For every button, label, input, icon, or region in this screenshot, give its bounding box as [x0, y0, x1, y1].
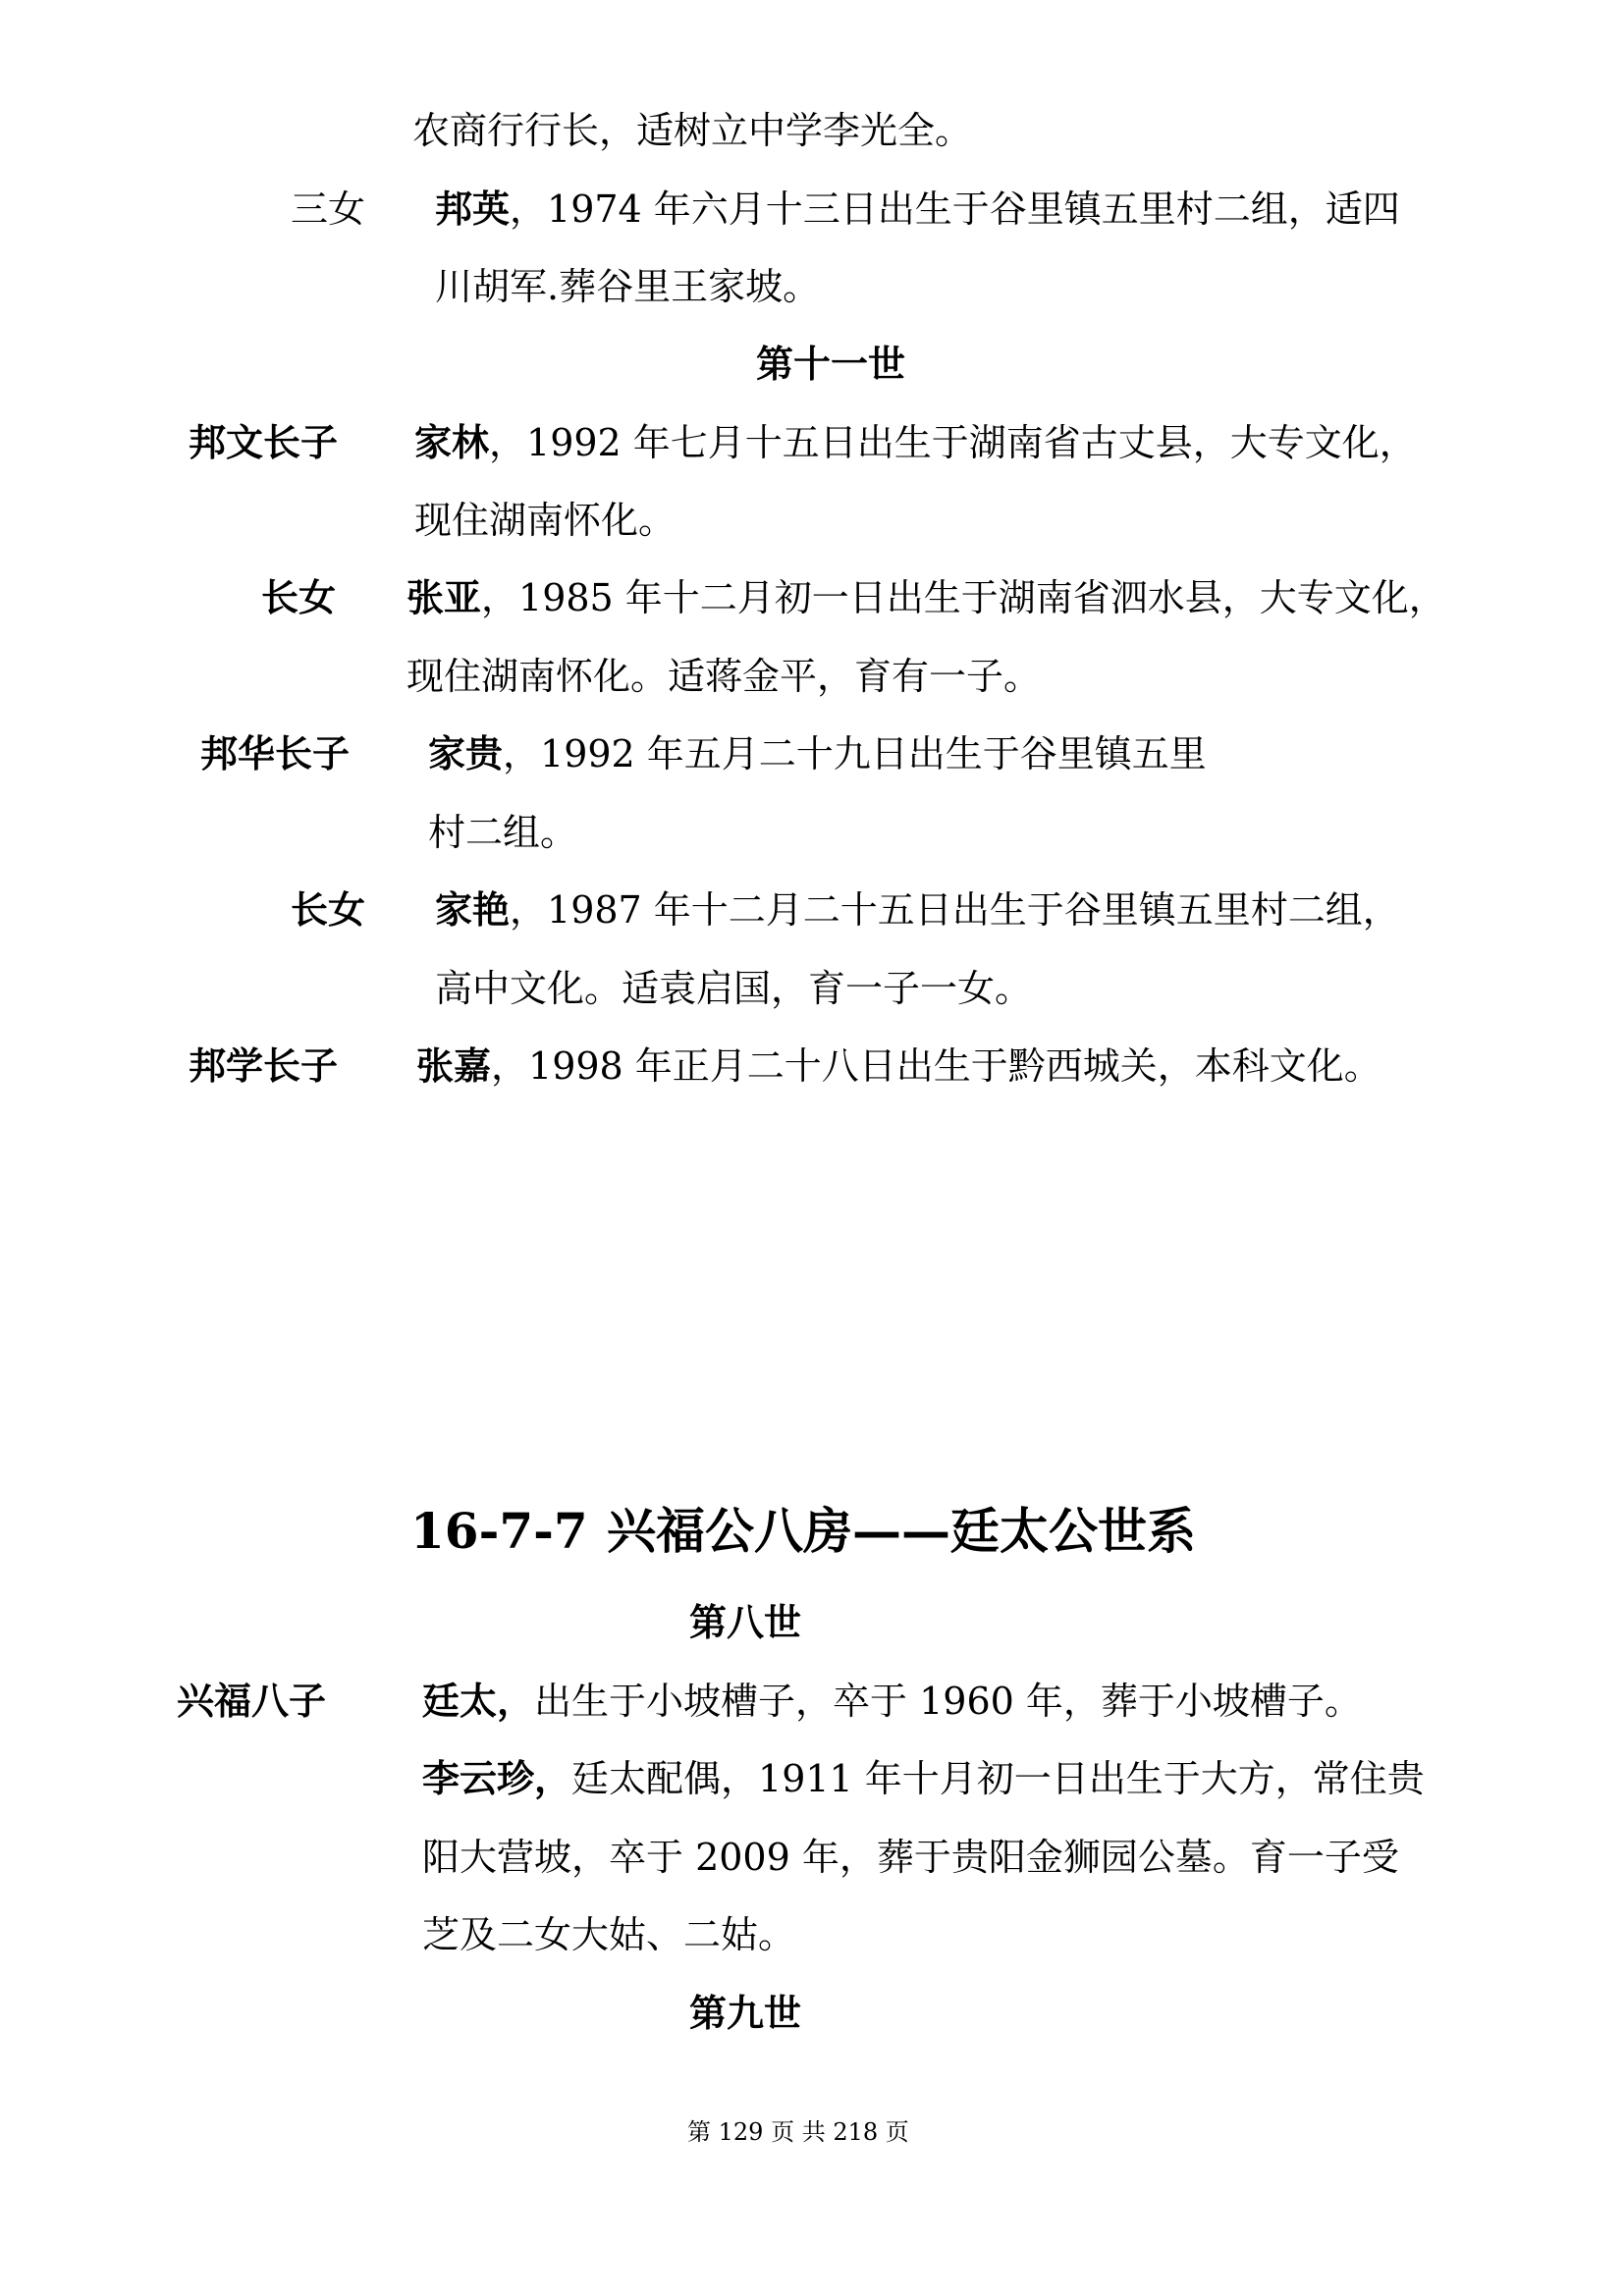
entry-name: 家艳	[435, 887, 511, 932]
entry-details: ，1974 年六月十三日出生于谷里镇五里村二组，适四	[510, 187, 1400, 231]
entry-label-sannv: 三女	[291, 187, 366, 231]
entry-label: 邦文长子	[189, 420, 339, 464]
entry-text	[435, 886, 1400, 934]
entry-label: 兴福八子	[177, 1679, 327, 1723]
entry-label: 长女	[261, 575, 337, 619]
entry-name: 张嘉	[416, 1043, 492, 1088]
entry-name: 邦英	[435, 187, 511, 231]
entry-text-line2: 村二组。	[428, 811, 578, 854]
generation-heading-8: 第八世	[689, 1600, 802, 1644]
entry-details: ，1992 年五月二十九日出生于谷里镇五里	[503, 732, 1207, 775]
entry-text	[416, 1042, 1381, 1090]
generation-heading-9: 第九世	[689, 1991, 802, 2035]
entry-details: ，1985 年十二月初一日出生于湖南省泗水县，大专文化，	[481, 576, 1446, 619]
entry-text-line2: 现住湖南怀化。适蒋金平，育有一子。	[406, 655, 1042, 698]
spouse-details: 廷太配偶，1911 年十月初一日出生于大方，常住贵	[571, 1757, 1425, 1800]
spouse-text-line3: 芝及二女大姑、二姑。	[422, 1913, 796, 1956]
section-number: 16-7-7	[410, 1502, 588, 1560]
section-title	[410, 1502, 1196, 1561]
entry-text	[414, 419, 1417, 466]
continuation-line: 农商行行长，适树立中学李光全。	[412, 109, 973, 152]
entry-text-line2: 高中文化。适袁启国，育一子一女。	[435, 967, 1033, 1010]
entry-text	[422, 1678, 1362, 1725]
entry-details: ，1987 年十二月二十五日出生于谷里镇五里村二组，	[510, 888, 1400, 932]
spouse-name: 李云珍，	[422, 1756, 572, 1800]
spouse-text-line2: 阳大营坡，卒于 2009 年，葬于贵阳金狮园公墓。育一子受	[422, 1836, 1399, 1879]
spouse-text	[422, 1755, 1425, 1802]
entry-text-line2: 现住湖南怀化。	[414, 499, 677, 542]
entry-details: ，1998 年正月二十八日出生于黔西城关，本科文化。	[491, 1044, 1381, 1088]
entry-name: 廷太，	[422, 1679, 535, 1723]
entry-text	[428, 730, 1207, 777]
entry-name: 张亚	[406, 575, 482, 619]
entry-text	[406, 574, 1446, 621]
entry-name: 家贵	[428, 731, 504, 775]
entry-text-line2: 川胡军.葬谷里王家坡。	[435, 265, 821, 308]
page-number-footer: 第 129 页 共 218 页	[687, 2118, 909, 2146]
entry-details: 出生于小坡槽子，卒于 1960 年，葬于小坡槽子。	[534, 1680, 1362, 1723]
entry-label: 长女	[291, 887, 366, 932]
entry-label: 邦学长子	[189, 1043, 339, 1088]
entry-text-bangying	[435, 186, 1400, 233]
entry-label: 邦华长子	[200, 731, 351, 775]
entry-name: 家林	[414, 420, 490, 464]
entry-details: ，1992 年七月十五日出生于湖南省古丈县，大专文化，	[489, 421, 1417, 464]
section-name: 兴福公八房——廷太公世系	[607, 1502, 1196, 1560]
generation-heading-11: 第十一世	[756, 342, 906, 386]
